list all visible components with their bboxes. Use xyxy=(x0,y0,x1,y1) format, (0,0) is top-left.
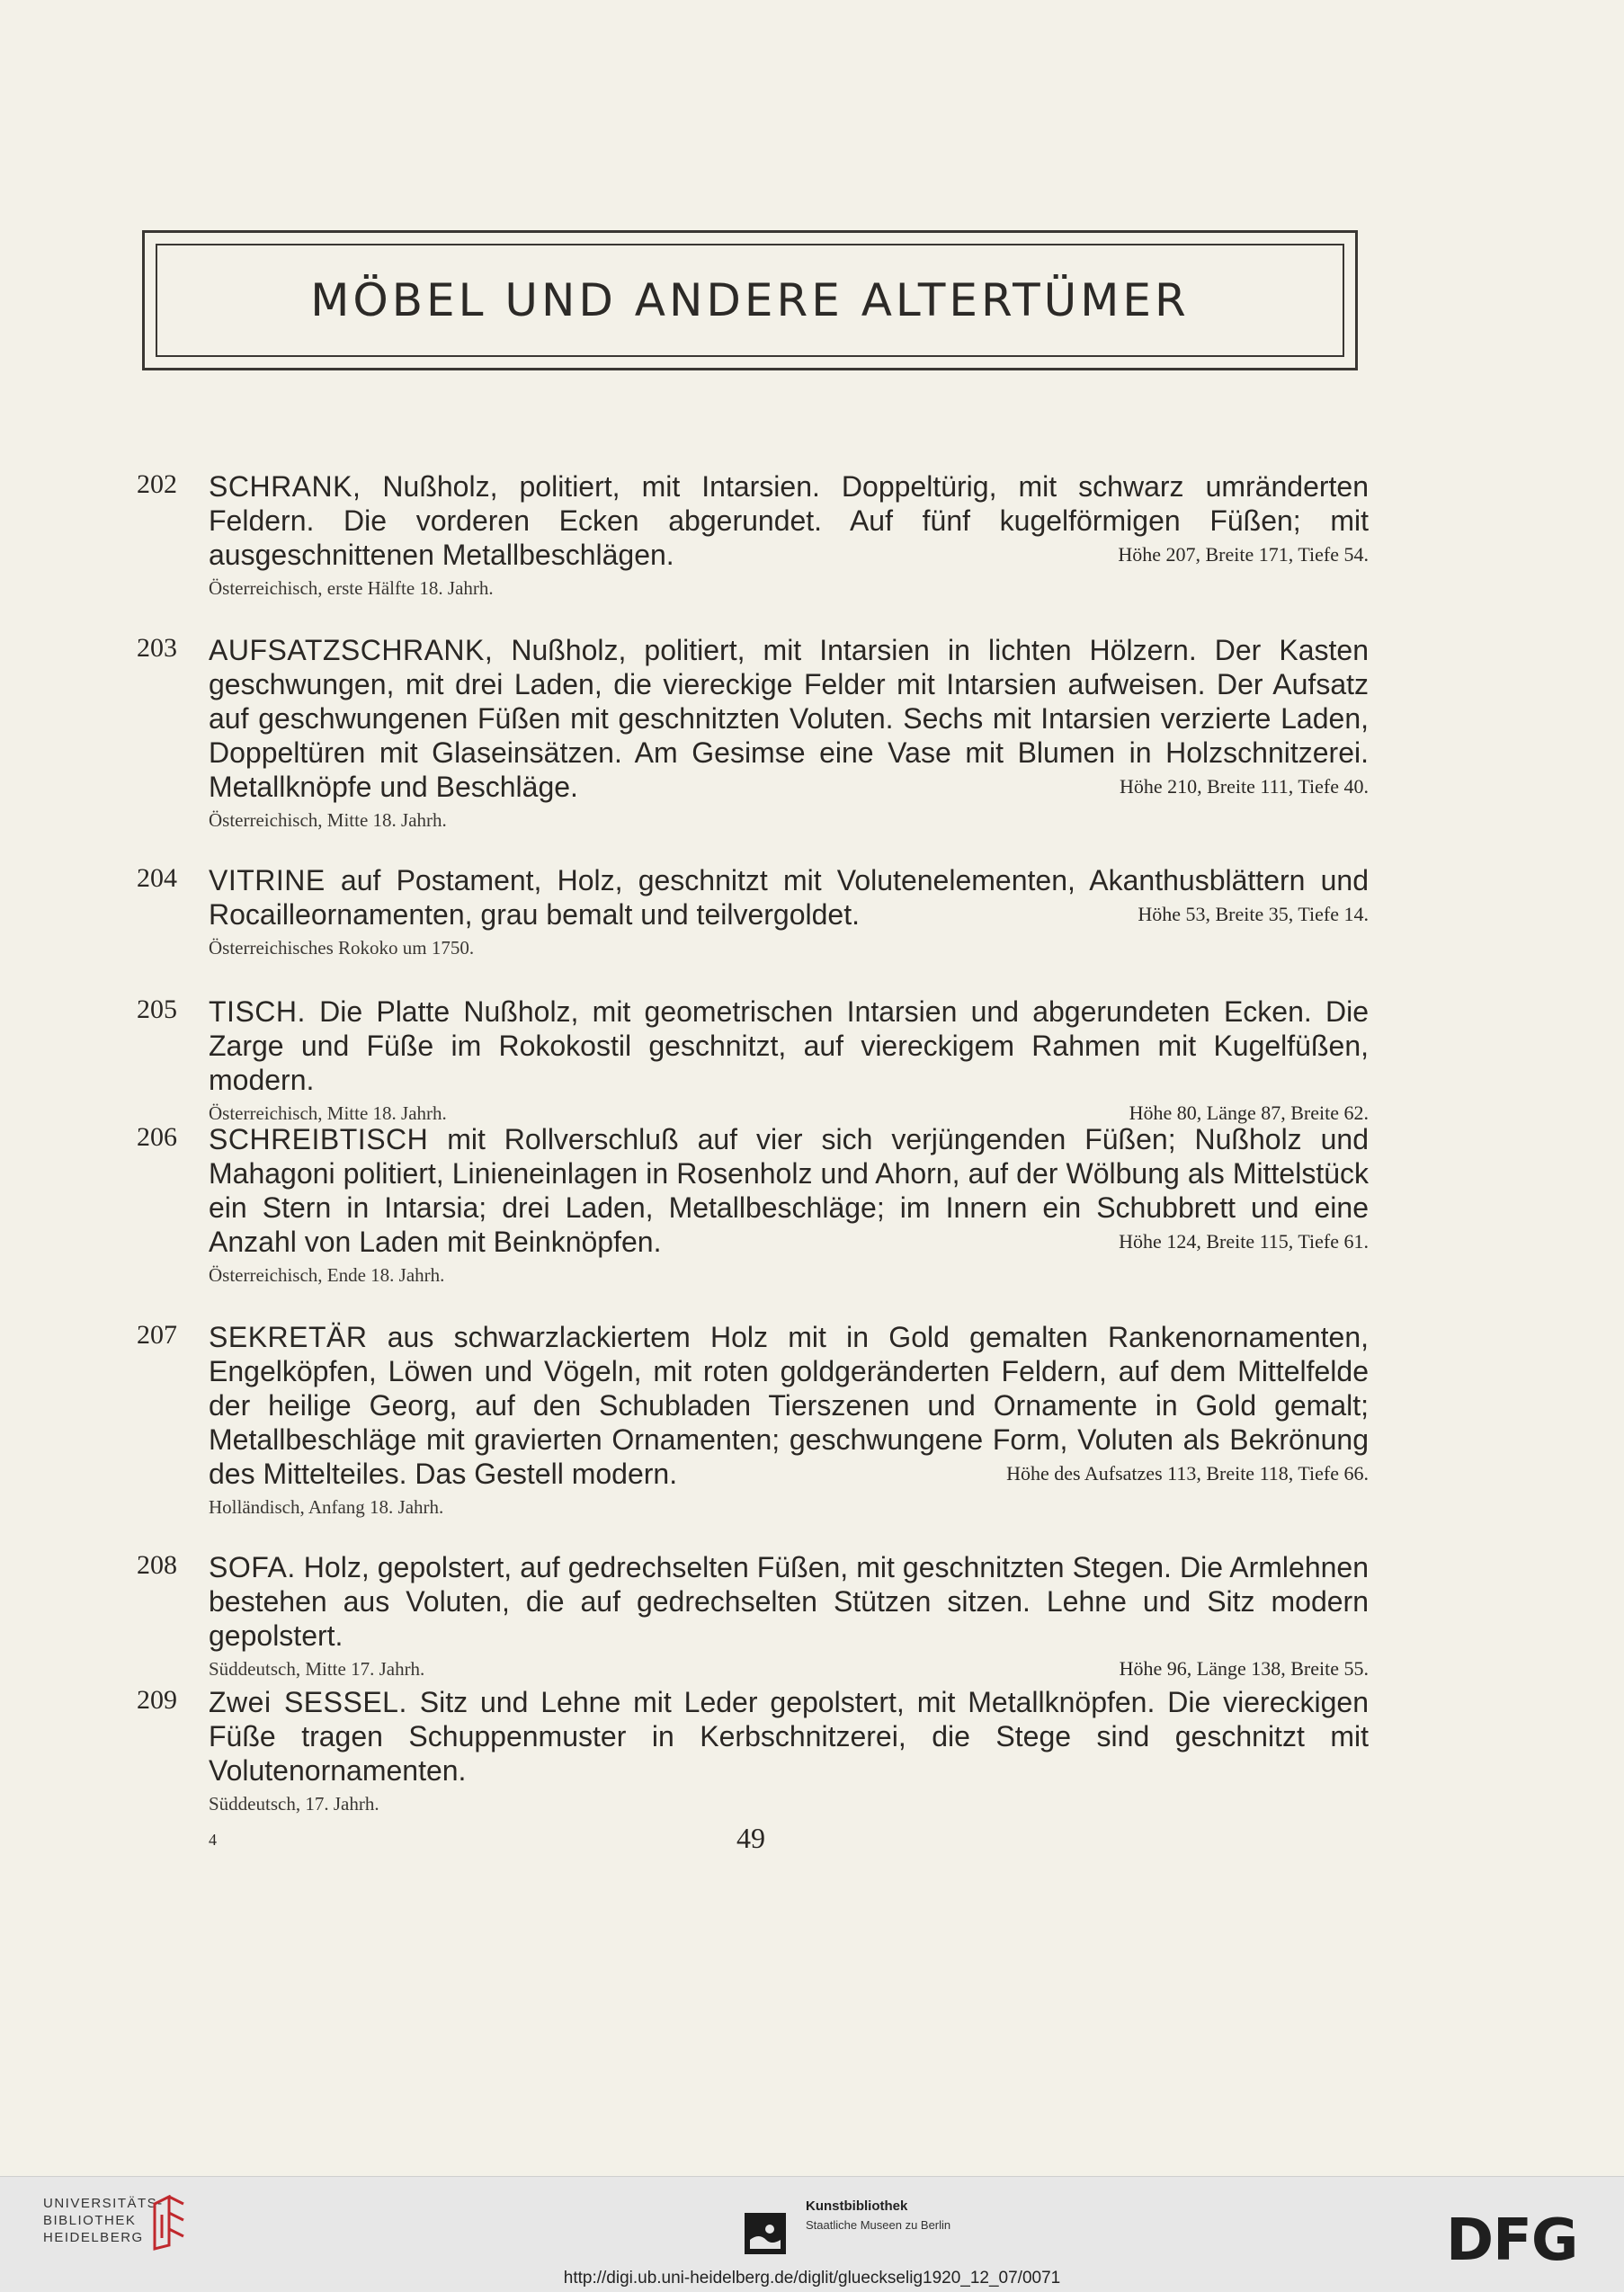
entry-number: 208 xyxy=(137,1550,177,1580)
entry-dimensions: Höhe 124, Breite 115, Tiefe 61. xyxy=(1119,1230,1369,1253)
catalog-entry xyxy=(137,863,1369,962)
footer-bar xyxy=(0,2176,1624,2292)
entry-text: Holz, gepolstert, auf gedrechselten Füßen, mit geschnitzten Stegen. Die Armlehnen bestehen aus Voluten, die auf gedrechselten Stützen sitzen. Lehne und Sitz modern gepolstert. xyxy=(209,1551,1370,1652)
catalog-entry xyxy=(137,1685,1369,1818)
entry-body xyxy=(209,633,1369,834)
entry-heading: SCHREIBTISCH xyxy=(209,1123,429,1155)
entry-text: Sitz und Lehne mit Leder gepolstert, mit Metallknöpfen. Die viereckigen Füße tragen Schuppenmuster in Kerbschnitzerei, die Stege sind geschnitzt mit Volutenornamenten. xyxy=(209,1686,1370,1787)
entry-dimensions: Höhe des Aufsatzes 113, Breite 118, Tiefe 66. xyxy=(1006,1462,1369,1485)
dfg-logo[interactable]: DFG xyxy=(1446,2207,1578,2274)
entry-number: 203 xyxy=(137,633,177,663)
entry-text: mit Rollverschluß auf vier sich verjüngenden Füßen; Nußholz und Mahagoni politiert, Linieneinlagen in Rosenholz und Ahorn, auf der Wölbung als Mittelstück ein Stern in Intarsia; drei Laden, Metallbeschläge; im Innern ein Schubbrett und eine Anzahl von Laden mit Beinknöpfen. xyxy=(209,1123,1370,1258)
entry-origin: Österreichisch, Mitte 18. Jahrh. xyxy=(209,809,447,831)
entry-origin-line xyxy=(209,933,1369,962)
entry-origin: Süddeutsch, 17. Jahrh. xyxy=(209,1793,379,1815)
entry-origin-line xyxy=(209,806,1369,834)
entry-body xyxy=(209,863,1369,962)
catalog-entry xyxy=(137,1320,1369,1521)
entry-heading: SEKRETÄR xyxy=(209,1321,368,1353)
entry-number: 204 xyxy=(137,863,177,893)
uni-heidelberg-mark-icon xyxy=(149,2195,189,2255)
entry-text: Nußholz, politiert, mit Intarsien. Doppeltürig, mit schwarz umränderten Feldern. Die vorderen Ecken abgerundet. Auf fünf kugelförmigen Füßen; mit ausgeschnittenen Metallbeschlägen. xyxy=(209,470,1370,571)
entry-description xyxy=(209,1122,1369,1259)
entry-heading: VITRINE xyxy=(209,864,326,896)
entry-number: 209 xyxy=(137,1685,177,1715)
entry-dimensions: Höhe 96, Länge 138, Breite 55. xyxy=(1119,1657,1369,1680)
entry-description xyxy=(209,1685,1369,1788)
entry-origin: Österreichisch, erste Hälfte 18. Jahrh. xyxy=(209,577,494,599)
entry-origin-line xyxy=(209,1789,1369,1818)
entry-dimensions: Höhe 210, Breite 111, Tiefe 40. xyxy=(1119,775,1369,798)
catalog-entry xyxy=(137,469,1369,602)
entry-number: 207 xyxy=(137,1320,177,1350)
uni-heidelberg-logo[interactable] xyxy=(43,2195,164,2246)
entry-heading: AUFSATZSCHRANK, xyxy=(209,634,494,666)
entry-origin: Österreichisches Rokoko um 1750. xyxy=(209,937,475,959)
entry-description xyxy=(209,994,1369,1097)
section-title: MÖBEL UND ANDERE ALTERTÜMER xyxy=(310,274,1190,326)
entry-text: Nußholz, politiert, mit Intarsien in lichten Hölzern. Der Kasten geschwungen, mit drei Laden, die viereckige Felder mit Intarsien aufweisen. Der Aufsatz auf geschwungenen Füßen mit geschnitzten Voluten. Sechs mit Intarsien verzierte Laden, Doppeltüren mit Glaseinsätzen. Am Gesimse eine Vase mit Blumen in Holzschnitzerei. Metallknöpfe und Beschläge. xyxy=(209,634,1370,803)
entry-text: Die Platte Nußholz, mit geometrischen Intarsien und abgerundeten Ecken. Die Zarge und Füße im Rokokostil geschnitzt, auf viereckigem Rahmen mit Kugelfüßen, modern. xyxy=(209,995,1369,1096)
entry-dimensions: Höhe 53, Breite 35, Tiefe 14. xyxy=(1138,903,1369,925)
uni-logo-line: BIBLIOTHEK xyxy=(43,2213,137,2228)
entry-description xyxy=(209,469,1369,572)
entry-number: 202 xyxy=(137,469,177,499)
entry-origin: Süddeutsch, Mitte 17. Jahrh. xyxy=(209,1658,425,1680)
entry-number: 205 xyxy=(137,994,177,1024)
entry-body xyxy=(209,1320,1369,1521)
entry-description xyxy=(209,863,1369,932)
entry-body xyxy=(209,469,1369,602)
entry-origin: Österreichisch, Ende 18. Jahrh. xyxy=(209,1264,445,1286)
entry-body xyxy=(209,994,1369,1128)
catalog-entry xyxy=(137,1550,1369,1683)
entry-text: auf Postament, Holz, geschnitzt mit Volutenelementen, Akanthusblättern und Rocailleornamenten, grau bemalt und teilvergoldet. xyxy=(209,864,1370,931)
entry-origin-line xyxy=(209,1493,1369,1521)
kunstbibliothek-mark-icon xyxy=(745,2213,786,2259)
uni-logo-line: UNIVERSITÄTS- xyxy=(43,2196,164,2211)
signature-mark: 4 xyxy=(209,1831,217,1849)
entry-origin-line xyxy=(209,1261,1369,1289)
entry-dimensions: Höhe 207, Breite 171, Tiefe 54. xyxy=(1118,543,1369,566)
entry-description xyxy=(209,1320,1369,1491)
entry-body xyxy=(209,1685,1369,1818)
entry-heading: Zwei SESSEL. xyxy=(209,1686,407,1718)
catalog-entry xyxy=(137,994,1369,1128)
kunstbibliothek-text xyxy=(806,2197,950,2234)
banner-inner-frame xyxy=(156,244,1344,357)
entry-heading: SOFA. xyxy=(209,1551,296,1583)
section-banner xyxy=(142,230,1358,370)
entry-origin-line xyxy=(209,574,1369,602)
entry-description xyxy=(209,633,1369,804)
entry-heading: TISCH. xyxy=(209,995,306,1028)
page-number: 49 xyxy=(736,1822,765,1854)
kb-title: Kunstbibliothek xyxy=(806,2198,908,2214)
entry-origin: Holländisch, Anfang 18. Jahrh. xyxy=(209,1496,444,1518)
entry-body xyxy=(209,1122,1369,1289)
entry-body xyxy=(209,1550,1369,1683)
catalog-entry xyxy=(137,633,1369,834)
entry-dimensions: Höhe 80, Länge 87, Breite 62. xyxy=(1129,1101,1369,1124)
kb-subtitle: Staatliche Museen zu Berlin xyxy=(806,2218,951,2232)
entry-origin: Österreichisch, Mitte 18. Jahrh. xyxy=(209,1102,447,1124)
permalink-url[interactable]: http://digi.ub.uni-heidelberg.de/diglit/glueckselig1920_12_07/0071 xyxy=(563,2269,1061,2288)
entry-description xyxy=(209,1550,1369,1653)
uni-logo-line: HEIDELBERG xyxy=(43,2230,144,2245)
entry-origin-line xyxy=(209,1654,1369,1683)
entry-number: 206 xyxy=(137,1122,177,1152)
entry-heading: SCHRANK, xyxy=(209,470,361,503)
catalog-entry xyxy=(137,1122,1369,1289)
entry-text: aus schwarzlackiertem Holz mit in Gold gemalten Rankenornamenten, Engelköpfen, Löwen und Vögeln, mit roten goldgeränderten Feldern, auf dem Mittelfelde der heilige Georg, auf den Schubladen Tierszenen und Ornamente in Gold gemalt; Metallbeschläge mit gravierten Ornamenten; geschwungene Form, Voluten als Bekrönung des Mittelteiles. Das Gestell modern. xyxy=(209,1321,1370,1490)
